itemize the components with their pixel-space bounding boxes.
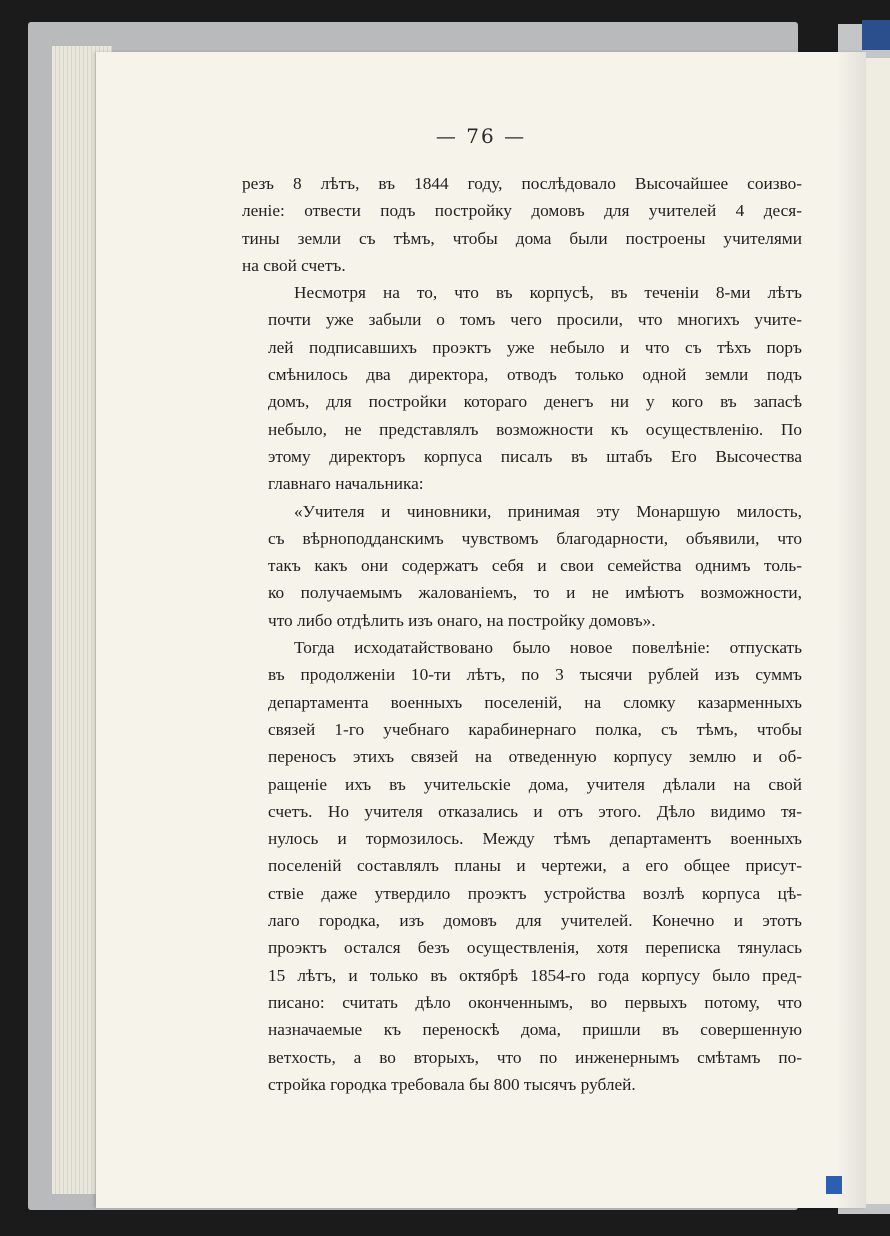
- text-line: писано: считать дѣло оконченнымъ, во первыхъ потому, что: [268, 992, 802, 1012]
- text-line: домъ, для постройки котораго денегъ ни у кого въ запасѣ: [268, 392, 802, 412]
- page-number: — 76 —: [435, 124, 527, 148]
- text-line: въ продолженіи 10-ти лѣтъ, по 3 тысячи рублей изъ суммъ: [268, 665, 802, 685]
- paragraph: [242, 279, 802, 497]
- book-page: [96, 52, 866, 1208]
- text-line: поселеній составлялъ планы и чертежи, а его общее присут-: [268, 856, 802, 876]
- text-line: главнаго начальника:: [268, 474, 424, 494]
- gutter-shadow: [836, 52, 866, 1208]
- text-line: ращеніе ихъ въ учительскіе дома, учителя дѣлали на свой: [268, 774, 802, 794]
- text-line: связей 1-го учебнаго карабинернаго полка, съ тѣмъ, чтобы: [268, 719, 802, 739]
- text-line: на свой счетъ.: [242, 255, 346, 275]
- text-line: счетъ. Но учителя отказались и отъ этого. Дѣло видимо тя-: [268, 801, 802, 821]
- text-line: департамента военныхъ поселеній, на сломку казарменныхъ: [268, 692, 802, 712]
- text-line: ко получаемымъ жалованіемъ, то и не имѣютъ возможности,: [268, 583, 802, 603]
- text-line: назначаемые къ переноскѣ дома, пришли въ совершенную: [268, 1020, 802, 1040]
- text-line: леніе: отвести подъ постройку домовъ для учителей 4 деся-: [242, 201, 802, 221]
- text-line: лаго городка, изъ домовъ для учителей. Конечно и этотъ: [268, 911, 802, 931]
- paragraph: [242, 170, 802, 279]
- text-line: Несмотря на то, что въ корпусѣ, въ теченіи 8-ми лѣтъ: [294, 283, 802, 303]
- text-line: Тогда исходатайствовано было новое повелѣніе: отпускать: [294, 638, 802, 658]
- scan-marker: [862, 20, 890, 50]
- text-line: «Учителя и чиновники, принимая эту Монаршую милость,: [294, 501, 802, 521]
- text-line: этому директоръ корпуса писалъ въ штабъ Его Высочества: [268, 446, 802, 466]
- paragraph: [242, 634, 802, 1098]
- text-line: ствіе даже утвердило проэктъ устройства возлѣ корпуса цѣ-: [268, 883, 802, 903]
- text-line: лей подписавшихъ проэктъ уже небыло и что съ тѣхъ поръ: [268, 337, 802, 357]
- paragraph: [242, 498, 802, 634]
- text-line: что либо отдѣлить изъ онаго, на постройку домовъ».: [268, 610, 656, 630]
- text-line: такъ какъ они содержатъ себя и свои семейства однимъ толь-: [268, 556, 802, 576]
- text-line: проэктъ остался безъ осуществленія, хотя переписка тянулась: [268, 938, 802, 958]
- text-line: небыло, не представлялъ возможности къ осуществленію. По: [268, 419, 802, 439]
- text-line: ветхость, а во вторыхъ, что по инженернымъ смѣтамъ по-: [268, 1047, 802, 1067]
- text-line: съ вѣрноподданскимъ чувствомъ благодарности, объявили, что: [268, 528, 802, 548]
- text-line: резъ 8 лѣтъ, въ 1844 году, послѣдовало Высочайшее соизво-: [242, 174, 802, 193]
- page-body: [242, 170, 802, 1098]
- text-line: 15 лѣтъ, и только въ октябрѣ 1854-го года корпусу было пред-: [268, 965, 802, 985]
- scan-marker-bottom: [826, 1176, 842, 1194]
- text-line: переносъ этихъ связей на отведенную корпусу землю и об-: [268, 747, 802, 767]
- text-line: нулось и тормозилось. Между тѣмъ департаментъ военныхъ: [268, 829, 802, 849]
- text-line: тины земли съ тѣмъ, чтобы дома были построены учителями: [242, 228, 802, 248]
- text-line: стройка городка требовала бы 800 тысячъ рублей.: [268, 1074, 636, 1094]
- text-line: почти уже забыли о томъ чего просили, что многихъ учите-: [268, 310, 802, 330]
- text-line: смѣнилось два директора, отводъ только одной земли подъ: [268, 365, 802, 385]
